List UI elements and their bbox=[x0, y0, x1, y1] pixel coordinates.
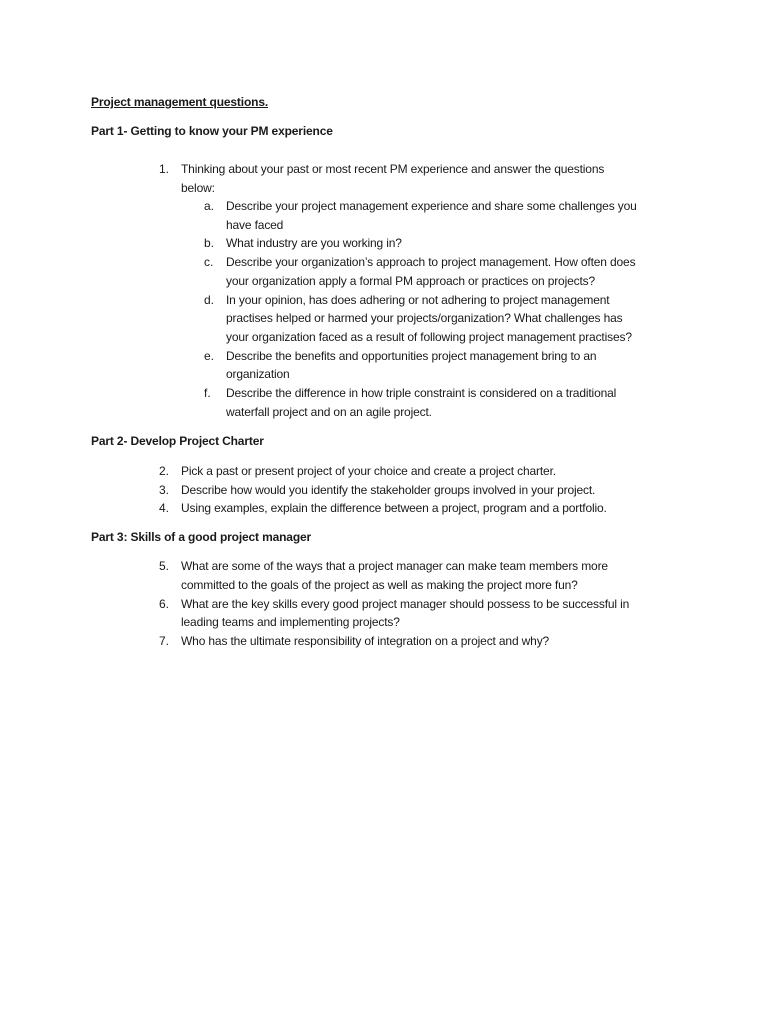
question-text: What are some of the ways that a project manager can make team members more bbox=[181, 559, 608, 573]
sub-question-letter: e. bbox=[204, 349, 215, 363]
part1-heading: Part 1- Getting to know your PM experience bbox=[91, 124, 333, 138]
question-text: Who has the ultimate responsibility of integration on a project and why? bbox=[181, 634, 550, 648]
question-text: committed to the goals of the project as well as making the project more fun? bbox=[181, 578, 578, 592]
question-text: leading teams and implementing projects? bbox=[181, 615, 400, 629]
sub-question-text: Describe your organization’s approach to project management. How often does bbox=[226, 255, 636, 269]
question-text: Using examples, explain the difference between a project, program and a portfolio. bbox=[181, 501, 607, 515]
question-number: 5. bbox=[159, 559, 170, 573]
question-text: below: bbox=[181, 181, 215, 195]
sub-question-text: have faced bbox=[226, 218, 284, 232]
question-number: 3. bbox=[159, 483, 170, 497]
part2-heading: Part 2- Develop Project Charter bbox=[91, 434, 264, 448]
sub-question-letter: a. bbox=[204, 199, 215, 213]
sub-question-text: your organization apply a formal PM approach or practices on projects? bbox=[226, 274, 596, 288]
sub-question-letter: d. bbox=[204, 293, 215, 307]
sub-question-text: Describe the difference in how triple constraint is considered on a traditional bbox=[226, 386, 617, 400]
question-number: 2. bbox=[159, 464, 170, 478]
sub-question-text: Describe the benefits and opportunities project management bring to an bbox=[226, 349, 597, 363]
question-text: Pick a past or present project of your choice and create a project charter. bbox=[181, 464, 556, 478]
sub-question-text: organization bbox=[226, 367, 290, 381]
question-number: 1. bbox=[159, 162, 170, 176]
sub-question-text: What industry are you working in? bbox=[226, 236, 402, 250]
sub-question-text: waterfall project and on an agile project. bbox=[226, 405, 432, 419]
part3-heading: Part 3: Skills of a good project manager bbox=[91, 530, 312, 544]
question-number: 4. bbox=[159, 501, 170, 515]
question-number: 6. bbox=[159, 597, 170, 611]
sub-question-letter: b. bbox=[204, 236, 215, 250]
document-title: Project management questions. bbox=[91, 95, 269, 109]
question-text: Thinking about your past or most recent PM experience and answer the questions bbox=[181, 162, 605, 176]
sub-question-text: your organization faced as a result of following project management practises? bbox=[226, 330, 632, 344]
question-text: What are the key skills every good project manager should possess to be successful in bbox=[181, 597, 630, 611]
question-text: Describe how would you identify the stakeholder groups involved in your project. bbox=[181, 483, 596, 497]
sub-question-text: practises helped or harmed your projects/organization? What challenges has bbox=[226, 311, 623, 325]
sub-question-text: Describe your project management experience and share some challenges you bbox=[226, 199, 637, 213]
sub-question-letter: f. bbox=[204, 386, 211, 400]
question-number: 7. bbox=[159, 634, 170, 648]
sub-question-letter: c. bbox=[204, 255, 214, 269]
sub-question-text: In your opinion, has does adhering or not adhering to project management bbox=[226, 293, 610, 307]
